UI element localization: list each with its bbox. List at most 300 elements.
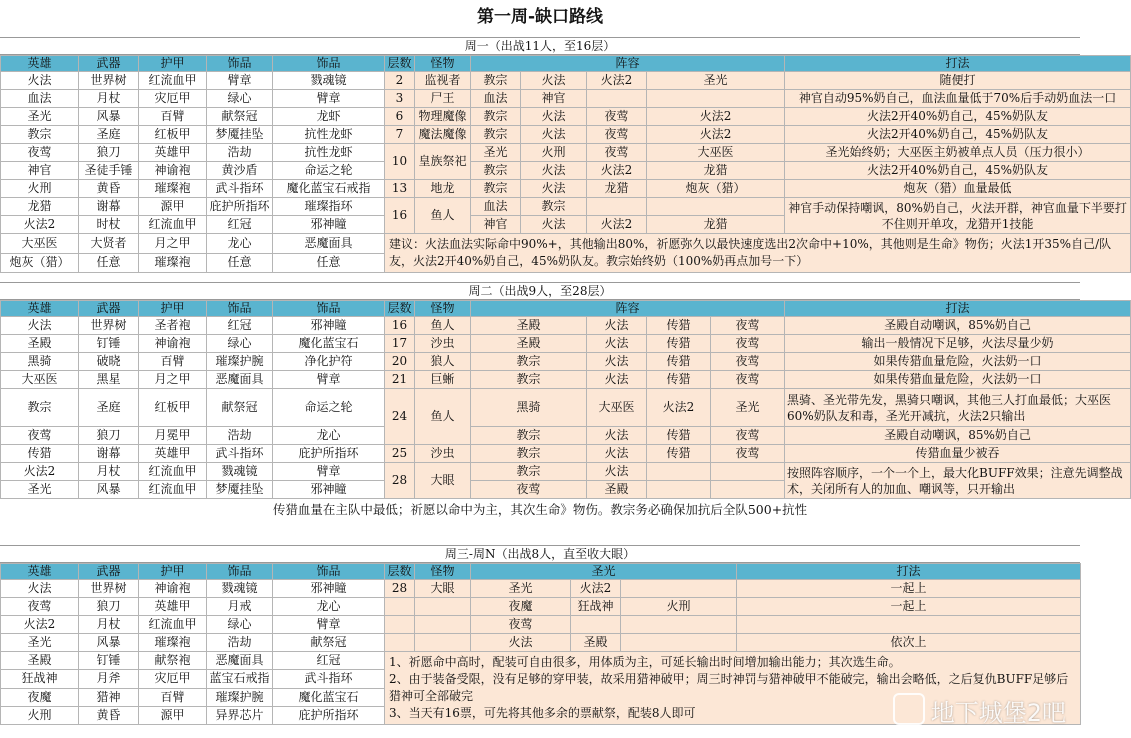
weapon-cell: 圣庭: [79, 126, 139, 144]
hero-cell: 神官: [1, 162, 79, 180]
level-cell: 10: [385, 144, 415, 180]
hero-cell: 圣光: [1, 634, 79, 652]
weapon-cell: 世界树: [79, 72, 139, 90]
acc-cell: 魔化蓝宝石: [273, 688, 385, 706]
note-line: 3、当天有16票，可先将其他多余的票献祭，配装8人即可: [389, 706, 696, 720]
monster-cell: 地龙: [415, 180, 471, 198]
week2-table: [0, 300, 1131, 499]
armor-cell: 圣者袍: [139, 317, 207, 335]
acc-cell: 璀璨护腕: [207, 688, 273, 706]
col-play: 打法: [785, 301, 1131, 317]
lineup-cell: 血法: [471, 90, 521, 108]
lineup-cell: 火法: [521, 216, 587, 234]
hero-cell: 圣殿: [1, 652, 79, 670]
lineup-cell: 神官: [521, 90, 587, 108]
acc-cell: 戮魂镜: [207, 463, 273, 481]
lineup-cell: 大巫医: [587, 389, 647, 427]
weapon-cell: 破晓: [79, 353, 139, 371]
acc-cell: 戮魂镜: [273, 72, 385, 90]
armor-cell: 百臂: [139, 353, 207, 371]
lineup-cell: 教宗: [471, 445, 587, 463]
hero-cell: 龙猎: [1, 198, 79, 216]
hero-cell: 大巫医: [1, 234, 79, 254]
weapon-cell: 钉锤: [79, 652, 139, 670]
lineup-cell: [587, 90, 647, 108]
play-cell: 神官自动95%奶自己，血法血量低于70%后手动奶血法一口: [785, 90, 1131, 108]
acc-cell: 臂章: [207, 72, 273, 90]
table-row: [1, 162, 1131, 180]
col-acc1: 饰品: [207, 301, 273, 317]
col-monster: 怪物: [415, 564, 471, 580]
level-cell: 20: [385, 353, 415, 371]
lineup-cell: [571, 616, 621, 634]
weapon-cell: 黄昏: [79, 706, 139, 724]
monster-cell: 巨蜥: [415, 371, 471, 389]
table-row: [1, 652, 1081, 670]
acc-cell: 梦魇挂坠: [207, 126, 273, 144]
weapon-cell: 狼刀: [79, 144, 139, 162]
weapon-cell: 谢幕: [79, 198, 139, 216]
acc-cell: 璀璨护腕: [207, 353, 273, 371]
lineup-cell: [647, 463, 711, 481]
lineup-cell: 火法2: [587, 162, 647, 180]
lineup-cell: 火法2: [587, 72, 647, 90]
play-cell: 圣殿自动嘲讽，85%奶自己: [785, 427, 1131, 445]
monster-cell: 狼人: [415, 353, 471, 371]
lineup-cell: 火法2: [571, 580, 621, 598]
lineup-cell: 教宗: [471, 371, 587, 389]
armor-cell: 神谕袍: [139, 580, 207, 598]
lineup-cell: [647, 198, 785, 216]
col-weapon: 武器: [79, 56, 139, 72]
acc-cell: 献祭冠: [207, 389, 273, 427]
lineup-cell: 圣光: [471, 580, 571, 598]
lineup-cell: 传猎: [647, 353, 711, 371]
armor-cell: 源甲: [139, 706, 207, 724]
hero-cell: 血法: [1, 90, 79, 108]
armor-cell: 源甲: [139, 198, 207, 216]
monster-cell: [415, 634, 471, 652]
acc-cell: 武斗指环: [207, 180, 273, 198]
lineup-cell: 火法: [587, 445, 647, 463]
lineup-cell: [711, 481, 785, 499]
level-cell: [385, 598, 415, 616]
lineup-cell: [587, 198, 647, 216]
acc-cell: 武斗指环: [273, 670, 385, 688]
acc-cell: 浩劫: [207, 427, 273, 445]
col-play: 打法: [785, 56, 1131, 72]
table-row: [1, 580, 1081, 598]
monster-cell: 尸王: [415, 90, 471, 108]
play-cell: 随便打: [785, 72, 1131, 90]
hero-cell: 火法: [1, 72, 79, 90]
table-row: [1, 234, 1131, 254]
table-row: [1, 180, 1131, 198]
week2-footnote: 传猎血量在主队中最低；祈愿以命中为主，其次生命》物伤。教宗务必确保加抗后全队500+抗性: [272, 502, 808, 517]
armor-cell: 璀璨袍: [139, 180, 207, 198]
acc-cell: 红冠: [207, 317, 273, 335]
weapon-cell: 时杖: [79, 216, 139, 234]
hero-cell: 火刑: [1, 706, 79, 724]
hero-cell: 炮灰（猎）: [1, 253, 79, 273]
acc-cell: 绿心: [207, 335, 273, 353]
lineup-cell: 火法: [521, 108, 587, 126]
hero-cell: 夜莺: [1, 598, 79, 616]
acc-cell: 璀璨指环: [273, 198, 385, 216]
level-cell: 28: [385, 580, 415, 598]
lineup-cell: 火刑: [521, 144, 587, 162]
watermark-text: 地下城堡2吧: [930, 699, 1066, 727]
weapon-cell: 狼刀: [79, 427, 139, 445]
col-weapon: 武器: [79, 564, 139, 580]
armor-cell: 红流血甲: [139, 216, 207, 234]
level-cell: 28: [385, 463, 415, 499]
table-row: [1, 108, 1131, 126]
armor-cell: 红流血甲: [139, 72, 207, 90]
table-row: [1, 427, 1131, 445]
weapon-cell: 圣徒手锤: [79, 162, 139, 180]
acc-cell: 武斗指环: [207, 445, 273, 463]
table-row: [1, 126, 1131, 144]
armor-cell: 英雄甲: [139, 144, 207, 162]
lineup-cell: 教宗: [471, 72, 521, 90]
col-monster: 怪物: [415, 301, 471, 317]
acc-cell: 臂章: [273, 616, 385, 634]
lineup-cell: 龙猎: [587, 180, 647, 198]
armor-cell: 灾厄甲: [139, 670, 207, 688]
armor-cell: 灾厄甲: [139, 90, 207, 108]
level-cell: 13: [385, 180, 415, 198]
level-cell: 16: [385, 317, 415, 335]
lineup-cell: 教宗: [471, 463, 587, 481]
armor-cell: 红流血甲: [139, 463, 207, 481]
hero-cell: 狂战神: [1, 670, 79, 688]
play-cell: 火法2开40%奶自己，45%奶队友: [785, 162, 1131, 180]
acc-cell: 恶魔面具: [273, 234, 385, 254]
monster-cell: 鱼人: [415, 389, 471, 445]
level-cell: 3: [385, 90, 415, 108]
lineup-cell: 夜莺: [587, 108, 647, 126]
table-row: [1, 144, 1131, 162]
hero-cell: 火法2: [1, 216, 79, 234]
hero-cell: 圣光: [1, 481, 79, 499]
hero-cell: 圣殿: [1, 335, 79, 353]
week1-header: 周一（出战11人，至16层）: [0, 37, 1080, 55]
lineup-cell: 夜莺: [471, 616, 571, 634]
monster-cell: 大眼: [415, 463, 471, 499]
acc-cell: 龙心: [273, 427, 385, 445]
monster-cell: 监视者: [415, 72, 471, 90]
lineup-cell: 圣光: [471, 144, 521, 162]
lineup-cell: 火法: [587, 427, 647, 445]
col-armor: 护甲: [139, 564, 207, 580]
acc-cell: 黄沙盾: [207, 162, 273, 180]
lineup-cell: [711, 463, 785, 481]
weapon-cell: 月斧: [79, 670, 139, 688]
monster-cell: 沙虫: [415, 445, 471, 463]
lineup-cell: 圣光: [647, 72, 785, 90]
lineup-cell: 圣光: [711, 389, 785, 427]
table-row: [1, 353, 1131, 371]
acc-cell: 魔化蓝宝石戒指: [273, 180, 385, 198]
hero-cell: 黑骑: [1, 353, 79, 371]
monster-cell: 魔法魔像: [415, 126, 471, 144]
weapon-cell: 谢幕: [79, 445, 139, 463]
weapon-cell: 月杖: [79, 90, 139, 108]
lineup-cell: 夜莺: [587, 144, 647, 162]
monster-cell: 沙虫: [415, 335, 471, 353]
col-acc2: 饰品: [273, 301, 385, 317]
week1-note: 建议：火法血法实际命中90%+，其他输出80%，祈愿弥久以最快速度选出2次命中+10%，其他则是生命》物伤；火法1开35%自己/队友，火法2开40%奶自己，45%奶队友。教宗始终奶（100%奶再点加号一下）: [385, 234, 1131, 273]
play-cell: 传猎血量少被吞: [785, 445, 1131, 463]
acc-cell: 邪神瞳: [273, 580, 385, 598]
table-row: [1, 598, 1081, 616]
acc-cell: 龙虾: [273, 108, 385, 126]
acc-cell: 臂章: [273, 90, 385, 108]
col-level: 层数: [385, 301, 415, 317]
col-play: 打法: [737, 564, 1081, 580]
armor-cell: 璀璨袍: [139, 634, 207, 652]
lineup-cell: 龙猎: [647, 162, 785, 180]
lineup-cell: 教宗: [521, 198, 587, 216]
col-lineup: 圣光: [471, 564, 737, 580]
week2-table-header: [1, 301, 1131, 317]
weapon-cell: 大贤者: [79, 234, 139, 254]
weapon-cell: 世界树: [79, 317, 139, 335]
col-level: 层数: [385, 564, 415, 580]
play-cell: 火法2开40%奶自己，45%奶队友: [785, 126, 1131, 144]
col-acc2: 饰品: [273, 56, 385, 72]
col-acc2: 饰品: [273, 564, 385, 580]
acc-cell: 庇护所指环: [273, 445, 385, 463]
lineup-cell: 火法: [471, 634, 571, 652]
col-monster: 怪物: [415, 56, 471, 72]
lineup-cell: 火法: [521, 180, 587, 198]
hero-cell: 夜魔: [1, 688, 79, 706]
play-cell: 炮灰（猎）血量最低: [785, 180, 1131, 198]
lineup-cell: 教宗: [471, 427, 587, 445]
col-lineup: 阵容: [471, 301, 785, 317]
table-row: [1, 335, 1131, 353]
acc-cell: 绿心: [207, 90, 273, 108]
acc-cell: 净化护符: [273, 353, 385, 371]
acc-cell: 蓝宝石戒指: [207, 670, 273, 688]
col-hero: 英雄: [1, 301, 79, 317]
col-acc1: 饰品: [207, 564, 273, 580]
armor-cell: 红板甲: [139, 389, 207, 427]
acc-cell: 庇护所指环: [207, 198, 273, 216]
lineup-cell: 夜莺: [711, 317, 785, 335]
weapon-cell: 猎神: [79, 688, 139, 706]
watermark: [893, 693, 1066, 728]
hero-cell: 大巫医: [1, 371, 79, 389]
lineup-cell: 炮灰（猎）: [647, 180, 785, 198]
acc-cell: 绿心: [207, 616, 273, 634]
lineup-cell: 狂战神: [571, 598, 621, 616]
acc-cell: 浩劫: [207, 144, 273, 162]
acc-cell: 臂章: [273, 371, 385, 389]
lineup-cell: 火法: [587, 335, 647, 353]
table-row: [1, 371, 1131, 389]
armor-cell: 红流血甲: [139, 616, 207, 634]
lineup-cell: 火法: [521, 72, 587, 90]
table-row: [1, 72, 1131, 90]
col-armor: 护甲: [139, 301, 207, 317]
lineup-cell: [621, 634, 737, 652]
play-cell: 黑骑、圣光带先发，黑骑只嘲讽，其他三人打血最低；大巫医60%奶队友和毒，圣光开减抗，火法2只输出: [785, 389, 1131, 427]
acc-cell: 恶魔面具: [207, 652, 273, 670]
note-line: 1、祈愿命中高时，配装可自由很多，用体质为主，可延长输出时间增加输出能力；其次选生命。: [389, 655, 901, 669]
play-cell: 火法2开40%奶自己，45%奶队友: [785, 108, 1131, 126]
lineup-cell: 教宗: [471, 180, 521, 198]
hero-cell: 教宗: [1, 126, 79, 144]
acc-cell: 命运之轮: [273, 389, 385, 427]
acc-cell: 抗性龙虾: [273, 144, 385, 162]
weapon-cell: 黄昏: [79, 180, 139, 198]
level-cell: 16: [385, 198, 415, 234]
play-cell: 一起上: [737, 598, 1081, 616]
lineup-cell: 夜魔: [471, 598, 571, 616]
level-cell: 17: [385, 335, 415, 353]
acc-cell: 龙心: [207, 234, 273, 254]
acc-cell: 魔化蓝宝石: [273, 335, 385, 353]
lineup-cell: 神官: [471, 216, 521, 234]
armor-cell: 献祭袍: [139, 652, 207, 670]
table-row: [1, 616, 1081, 634]
level-cell: 7: [385, 126, 415, 144]
acc-cell: 红冠: [273, 652, 385, 670]
week3-table-header: [1, 564, 1081, 580]
acc-cell: 梦魇挂坠: [207, 481, 273, 499]
col-acc1: 饰品: [207, 56, 273, 72]
monster-cell: 鱼人: [415, 198, 471, 234]
monster-cell: 鱼人: [415, 317, 471, 335]
lineup-cell: [647, 481, 711, 499]
lineup-cell: 夜莺: [471, 481, 587, 499]
lineup-cell: 夜莺: [711, 371, 785, 389]
lineup-cell: 火法: [587, 317, 647, 335]
hero-cell: 夜莺: [1, 427, 79, 445]
level-cell: 6: [385, 108, 415, 126]
lineup-cell: [621, 580, 737, 598]
acc-cell: 庇护所指环: [273, 706, 385, 724]
week1-table: [0, 55, 1131, 273]
weapon-cell: 风暴: [79, 634, 139, 652]
lineup-cell: [621, 616, 737, 634]
weapon-cell: 风暴: [79, 108, 139, 126]
acc-cell: 献祭冠: [273, 634, 385, 652]
armor-cell: 百臂: [139, 688, 207, 706]
lineup-cell: 教宗: [471, 126, 521, 144]
weapon-cell: 月杖: [79, 616, 139, 634]
hero-cell: 传猎: [1, 445, 79, 463]
tieba-logo-icon: [893, 693, 925, 725]
table-row: [1, 634, 1081, 652]
week2-header: 周二（出战9人，至28层）: [0, 282, 1080, 300]
acc-cell: 任意: [273, 253, 385, 273]
lineup-cell: 夜莺: [711, 335, 785, 353]
col-hero: 英雄: [1, 564, 79, 580]
week3-header: 周三-周N（出战8人，直至收大眼）: [0, 545, 1080, 563]
lineup-cell: 火刑: [621, 598, 737, 616]
level-cell: 24: [385, 389, 415, 445]
lineup-cell: 圣殿: [587, 481, 647, 499]
lineup-cell: 龙猎: [647, 216, 785, 234]
weapon-cell: 圣庭: [79, 389, 139, 427]
armor-cell: 神谕袍: [139, 162, 207, 180]
monster-cell: [415, 598, 471, 616]
week2-section: [0, 282, 1123, 517]
play-cell: [737, 616, 1081, 634]
lineup-cell: 传猎: [647, 427, 711, 445]
weapon-cell: 钉锤: [79, 335, 139, 353]
play-cell: 依次上: [737, 634, 1081, 652]
col-hero: 英雄: [1, 56, 79, 72]
note-line: 2、由于装备受限，没有足够的穿甲装，故采用猎神破甲；周三时神罚与猎神破甲不能破完，输出会略低，之后复仇BUFF足够后猎神可全部破完: [389, 672, 1069, 703]
lineup-cell: 夜莺: [711, 445, 785, 463]
level-cell: 2: [385, 72, 415, 90]
hero-cell: 火法: [1, 580, 79, 598]
armor-cell: 英雄甲: [139, 598, 207, 616]
lineup-cell: 传猎: [647, 445, 711, 463]
hero-cell: 火法2: [1, 616, 79, 634]
level-cell: [385, 616, 415, 634]
lineup-cell: 教宗: [471, 162, 521, 180]
play-cell: 圣光始终奶；大巫医主奶被单点人员（压力很小）: [785, 144, 1131, 162]
acc-cell: 异界芯片: [207, 706, 273, 724]
play-cell: 神官手动保持嘲讽，80%奶自己，火法开群，神官血量下半要打不住则开单攻，龙猎开1技能: [785, 198, 1131, 234]
acc-cell: 恶魔面具: [207, 371, 273, 389]
acc-cell: 邪神瞳: [273, 216, 385, 234]
col-level: 层数: [385, 56, 415, 72]
table-row: [1, 317, 1131, 335]
weapon-cell: 风暴: [79, 481, 139, 499]
lineup-cell: 教宗: [471, 108, 521, 126]
lineup-cell: 教宗: [471, 353, 587, 371]
hero-cell: 火法: [1, 317, 79, 335]
hero-cell: 火刑: [1, 180, 79, 198]
weapon-cell: 黑星: [79, 371, 139, 389]
lineup-cell: 火法2: [647, 126, 785, 144]
play-cell: 圣殿自动嘲讽，85%奶自己: [785, 317, 1131, 335]
week1-section: [0, 37, 1127, 273]
armor-cell: 月之甲: [139, 371, 207, 389]
lineup-cell: 圣殿: [571, 634, 621, 652]
hero-cell: 夜莺: [1, 144, 79, 162]
lineup-cell: 火法2: [587, 216, 647, 234]
table-row: [1, 198, 1131, 216]
lineup-cell: 火法2: [647, 389, 711, 427]
lineup-cell: 火法: [521, 126, 587, 144]
level-cell: [385, 634, 415, 652]
acc-cell: 任意: [207, 253, 273, 273]
armor-cell: 红板甲: [139, 126, 207, 144]
monster-cell: 物理魔像: [415, 108, 471, 126]
play-cell: 如果传猎血量危险，火法奶一口: [785, 371, 1131, 389]
acc-cell: 戮魂镜: [207, 580, 273, 598]
armor-cell: 月之甲: [139, 234, 207, 254]
lineup-cell: 大巫医: [647, 144, 785, 162]
monster-cell: 大眼: [415, 580, 471, 598]
acc-cell: 抗性龙虾: [273, 126, 385, 144]
acc-cell: 龙心: [273, 598, 385, 616]
monster-cell: [415, 616, 471, 634]
armor-cell: 百臂: [139, 108, 207, 126]
armor-cell: 神谕袍: [139, 335, 207, 353]
lineup-cell: 传猎: [647, 335, 711, 353]
acc-cell: 红冠: [207, 216, 273, 234]
monster-cell: 皇族祭祀: [415, 144, 471, 180]
